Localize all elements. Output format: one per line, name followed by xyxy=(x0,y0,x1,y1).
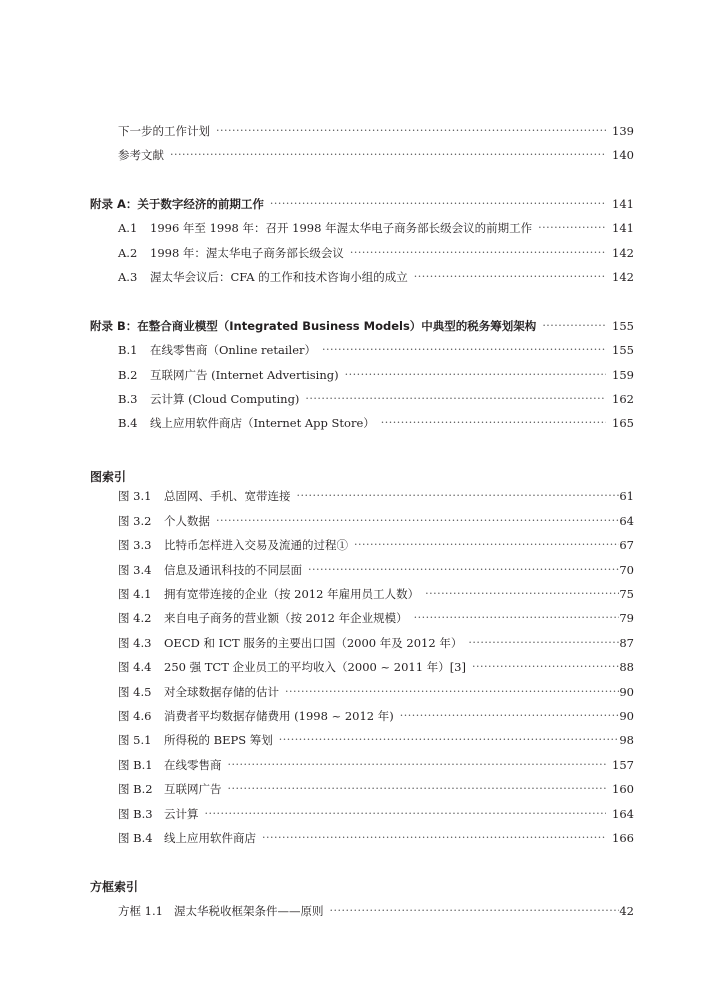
figure-title: 个人数据 xyxy=(164,514,210,528)
leader-dots xyxy=(414,267,606,287)
box-index-heading: 方框索引 xyxy=(90,880,139,894)
figure-entry[interactable] xyxy=(118,682,634,702)
figure-entry[interactable] xyxy=(118,706,634,726)
leader-dots xyxy=(270,194,606,214)
figure-entry[interactable] xyxy=(118,730,634,750)
leader-dots xyxy=(330,901,620,921)
entry-page: 142 xyxy=(612,270,634,284)
toc-appendix-b[interactable] xyxy=(90,316,634,336)
entry-number: B.2 xyxy=(118,368,138,382)
figure-number: 图 4.6 xyxy=(118,709,152,723)
leader-dots xyxy=(425,584,619,604)
leader-dots xyxy=(305,389,606,409)
figure-title: 250 强 TCT 企业员工的平均收入（2000 ~ 2011 年）[3] xyxy=(164,660,466,674)
entry-title: 1996 年至 1998 年：召开 1998 年渥太华电子商务部长级会议的前期工作 xyxy=(150,221,533,235)
figure-title: 在线零售商 xyxy=(164,758,222,772)
toc-entry[interactable] xyxy=(118,218,634,238)
leader-dots xyxy=(350,243,606,263)
entry-page: 159 xyxy=(612,368,634,382)
figure-entry[interactable] xyxy=(118,584,634,604)
leader-dots xyxy=(322,340,606,360)
leader-dots xyxy=(262,828,606,848)
appendix-a-title: 附录 A：关于数字经济的前期工作 xyxy=(90,197,264,211)
figure-entry[interactable] xyxy=(118,657,634,677)
appendix-b-title: 附录 B：在整合商业模型（Integrated Business Models）中典型的税务筹划架构 xyxy=(90,319,537,333)
figure-title: 互联网广告 xyxy=(164,782,222,796)
figure-number: 图 B.3 xyxy=(118,807,153,821)
figure-number: 图 5.1 xyxy=(118,733,152,747)
leader-dots xyxy=(414,608,620,628)
leader-dots xyxy=(542,316,606,336)
figure-number: 图 4.4 xyxy=(118,660,152,674)
figure-page: 88 xyxy=(619,660,634,674)
figure-title: 线上应用软件商店 xyxy=(164,831,256,845)
toc-entry[interactable] xyxy=(118,389,634,409)
figure-page: 67 xyxy=(619,538,634,552)
toc-entry[interactable] xyxy=(118,413,634,433)
entry-page: 162 xyxy=(612,392,634,406)
leader-dots xyxy=(345,365,606,385)
figure-number: 图 B.2 xyxy=(118,782,153,796)
toc-entry[interactable] xyxy=(118,365,634,385)
entry-page: 155 xyxy=(612,319,634,333)
entry-page: 139 xyxy=(612,124,634,138)
figure-page: 90 xyxy=(619,685,634,699)
figure-number: 图 4.1 xyxy=(118,587,152,601)
leader-dots xyxy=(468,633,619,653)
leader-dots xyxy=(297,486,620,506)
figure-page: 87 xyxy=(619,636,634,650)
figure-title: 云计算 xyxy=(164,807,199,821)
figure-page: 75 xyxy=(619,587,634,601)
figure-entry[interactable] xyxy=(118,804,634,824)
figure-entry[interactable] xyxy=(118,608,634,628)
figure-page: 79 xyxy=(619,611,634,625)
figure-entry[interactable] xyxy=(118,779,634,799)
entry-page: 155 xyxy=(612,343,634,357)
figure-entry[interactable] xyxy=(118,828,634,848)
entry-number: A.3 xyxy=(118,270,138,284)
figure-page: 61 xyxy=(619,489,634,503)
figure-page: 98 xyxy=(619,733,634,747)
entry-title: 参考文献 xyxy=(118,148,164,162)
toc-appendix-a[interactable] xyxy=(90,194,634,214)
toc-entry[interactable] xyxy=(118,267,634,287)
figure-entry[interactable] xyxy=(118,560,634,580)
entry-number: A.2 xyxy=(118,246,138,260)
entry-page: 141 xyxy=(612,221,634,235)
figure-number: 图 4.5 xyxy=(118,685,152,699)
entry-number: B.3 xyxy=(118,392,138,406)
figure-title: 总固网、手机、宽带连接 xyxy=(164,489,291,503)
box-title: 渥太华税收框架条件——原则 xyxy=(174,904,324,918)
figure-number: 图 B.1 xyxy=(118,758,153,772)
box-page: 42 xyxy=(619,904,634,918)
leader-dots xyxy=(216,121,606,141)
figure-page: 164 xyxy=(612,807,634,821)
entry-number: B.4 xyxy=(118,416,138,430)
figure-number: 图 3.2 xyxy=(118,514,152,528)
entry-title: 下一步的工作计划 xyxy=(118,124,210,138)
toc-entry[interactable] xyxy=(118,145,634,165)
leader-dots xyxy=(170,145,606,165)
leader-dots xyxy=(279,730,620,750)
figure-title: 来自电子商务的营业额（按 2012 年企业规模） xyxy=(164,611,408,625)
toc-entry[interactable] xyxy=(118,243,634,263)
leader-dots xyxy=(228,755,607,775)
figure-title: 消费者平均数据存储费用 (1998 ~ 2012 年) xyxy=(164,709,394,723)
figure-title: 拥有宽带连接的企业（按 2012 年雇用员工人数） xyxy=(164,587,420,601)
entry-number: B.1 xyxy=(118,343,138,357)
box-entry[interactable] xyxy=(118,901,634,921)
figure-page: 157 xyxy=(612,758,634,772)
leader-dots xyxy=(538,218,606,238)
figure-title: 信息及通讯科技的不同层面 xyxy=(164,563,302,577)
figure-title: 所得税的 BEPS 筹划 xyxy=(164,733,273,747)
figure-title: 比特币怎样进入交易及流通的过程① xyxy=(164,538,348,552)
leader-dots xyxy=(308,560,619,580)
figure-entry[interactable] xyxy=(118,486,634,506)
leader-dots xyxy=(354,535,619,555)
figure-page: 90 xyxy=(619,709,634,723)
figure-page: 160 xyxy=(612,782,634,796)
entry-title: 在线零售商（Online retailer） xyxy=(150,343,316,357)
figure-entry[interactable] xyxy=(118,633,634,653)
leader-dots xyxy=(285,682,619,702)
toc-entry[interactable] xyxy=(118,340,634,360)
figure-number: 图 B.4 xyxy=(118,831,153,845)
leader-dots xyxy=(216,511,619,531)
figure-number: 图 3.4 xyxy=(118,563,152,577)
leader-dots xyxy=(381,413,606,433)
figure-entry[interactable] xyxy=(118,511,634,531)
entry-title: 云计算 (Cloud Computing) xyxy=(150,392,300,406)
figure-page: 166 xyxy=(612,831,634,845)
entry-page: 140 xyxy=(612,148,634,162)
figure-title: OECD 和 ICT 服务的主要出口国（2000 年及 2012 年） xyxy=(164,636,463,650)
entry-page: 165 xyxy=(612,416,634,430)
figure-page: 70 xyxy=(619,563,634,577)
leader-dots xyxy=(205,804,607,824)
figure-entry[interactable] xyxy=(118,755,634,775)
leader-dots xyxy=(400,706,620,726)
entry-title: 线上应用软件商店（Internet App Store） xyxy=(150,416,375,430)
entry-page: 142 xyxy=(612,246,634,260)
figure-index-heading: 图索引 xyxy=(90,470,127,484)
leader-dots xyxy=(472,657,619,677)
toc-entry[interactable] xyxy=(118,121,634,141)
figure-number: 图 4.2 xyxy=(118,611,152,625)
figure-number: 图 3.3 xyxy=(118,538,152,552)
leader-dots xyxy=(228,779,607,799)
entry-title: 渥太华会议后：CFA 的工作和技术咨询小组的成立 xyxy=(150,270,408,284)
figure-title: 对全球数据存储的估计 xyxy=(164,685,279,699)
entry-title: 互联网广告 (Internet Advertising) xyxy=(150,368,339,382)
entry-number: A.1 xyxy=(118,221,138,235)
figure-number: 图 4.3 xyxy=(118,636,152,650)
figure-entry[interactable] xyxy=(118,535,634,555)
entry-page: 141 xyxy=(612,197,634,211)
entry-title: 1998 年：渥太华电子商务部长级会议 xyxy=(150,246,344,260)
box-number: 方框 1.1 xyxy=(118,904,163,918)
figure-page: 64 xyxy=(619,514,634,528)
figure-number: 图 3.1 xyxy=(118,489,152,503)
